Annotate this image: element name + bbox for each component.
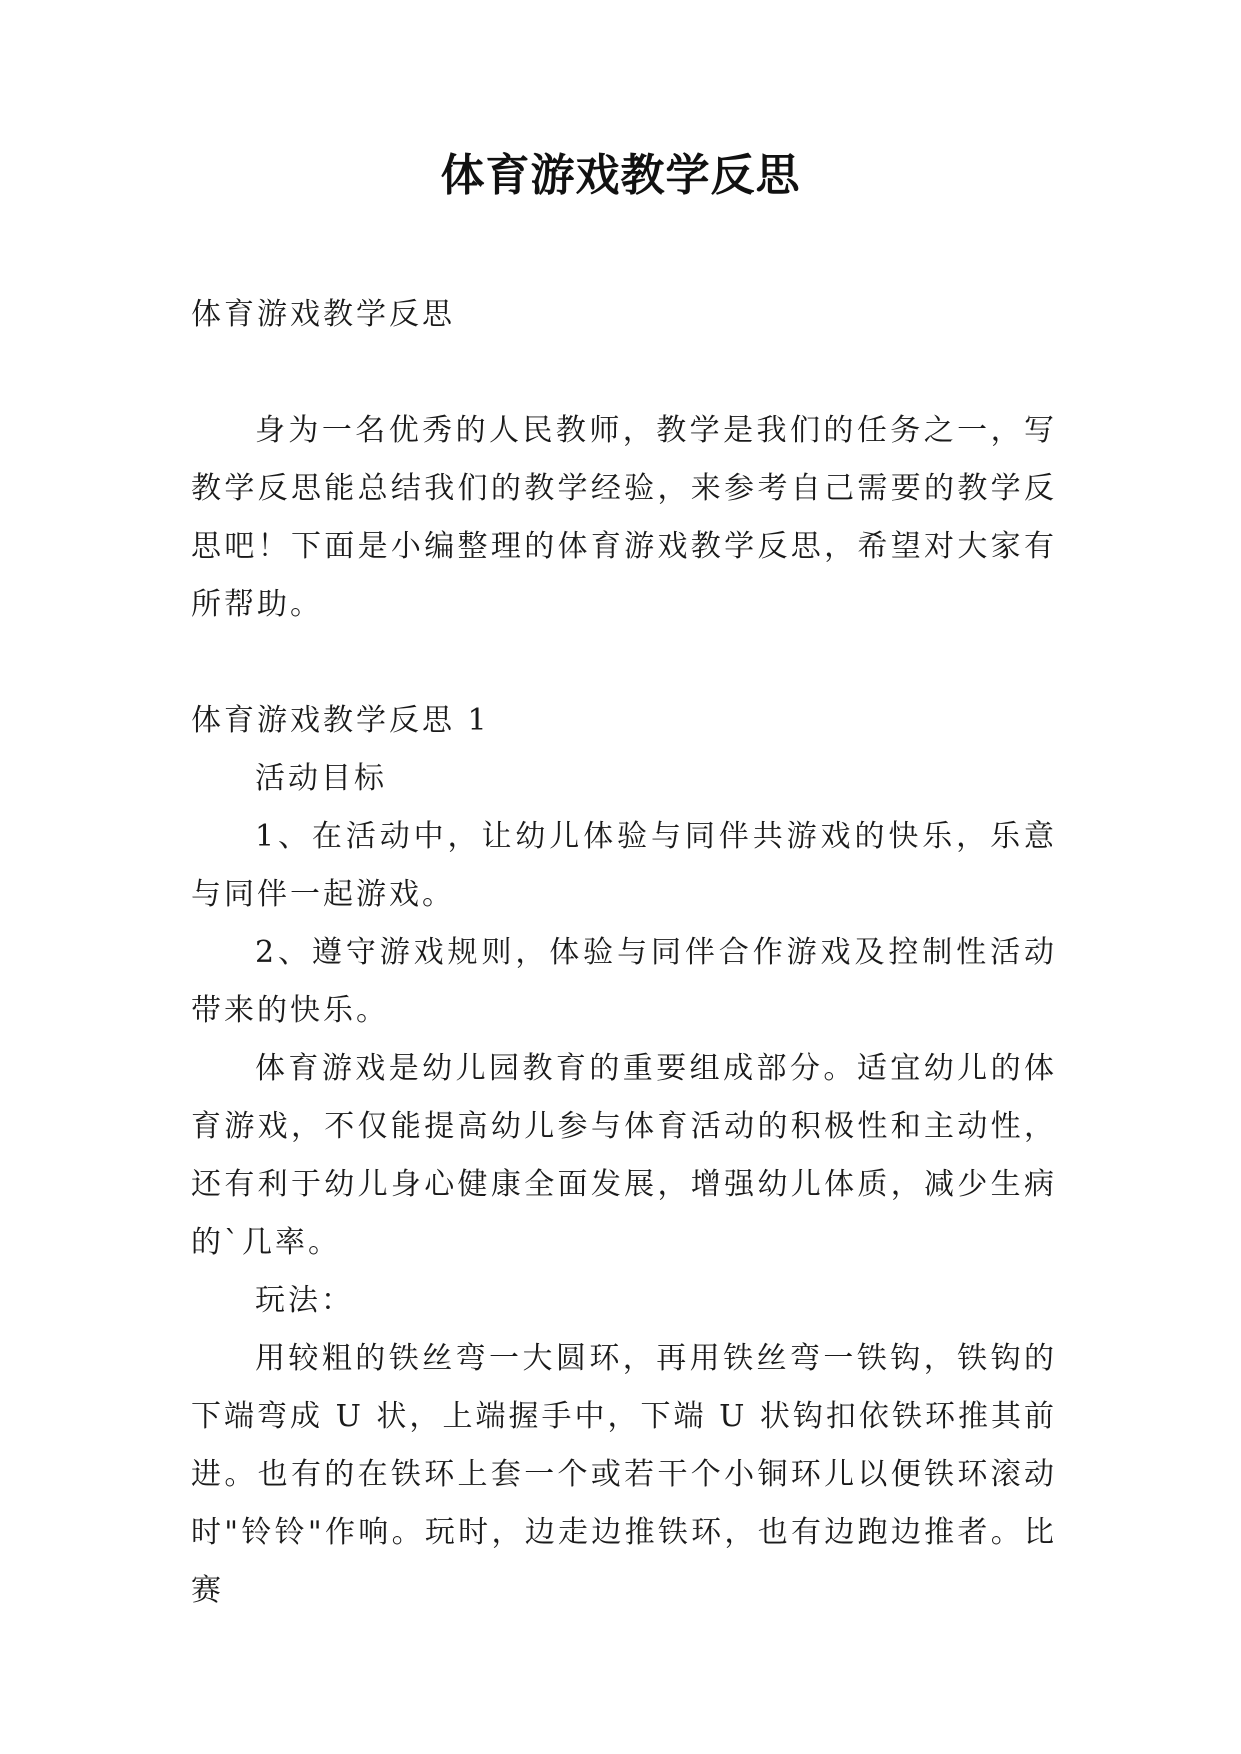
play-method-label: 玩法： <box>255 1283 354 1318</box>
section-heading: 体育游戏教学反思 1 <box>191 703 490 738</box>
play-method-paragraph: 用较粗的铁丝弯一大圆环，再用铁丝弯一铁钩，铁钩的下端弯成 U 状，上端握手中，下端 U 状钩扣依铁环推其前进。也有的在铁环上套一个或若干个小铜环儿以便铁环滚动时"铃铃"作响。玩时，边走边推铁环，也有边跑边推者。比赛 <box>191 1341 1057 1608</box>
goal-item-1: 1、在活动中，让幼儿体验与同伴共游戏的快乐，乐意与同伴一起游戏。 <box>191 819 1057 912</box>
activity-goal-label: 活动目标 <box>255 761 387 796</box>
document-body <box>191 286 1057 1620</box>
document-title: 体育游戏教学反思 <box>440 150 801 201</box>
goal-item-2: 2、遵守游戏规则，体验与同伴合作游戏及控制性活动带来的快乐。 <box>191 935 1057 1028</box>
document-subtitle: 体育游戏教学反思 <box>191 297 455 332</box>
intro-paragraph: 身为一名优秀的人民教师，教学是我们的任务之一，写教学反思能总结我们的教学经验，来参考自己需要的教学反思吧！下面是小编整理的体育游戏教学反思，希望对大家有所帮助。 <box>191 413 1057 622</box>
importance-paragraph: 体育游戏是幼儿园教育的重要组成部分。适宜幼儿的体育游戏，不仅能提高幼儿参与体育活动的积极性和主动性，还有利于幼儿身心健康全面发展，增强幼儿体质，减少生病的`几率。 <box>191 1051 1057 1260</box>
